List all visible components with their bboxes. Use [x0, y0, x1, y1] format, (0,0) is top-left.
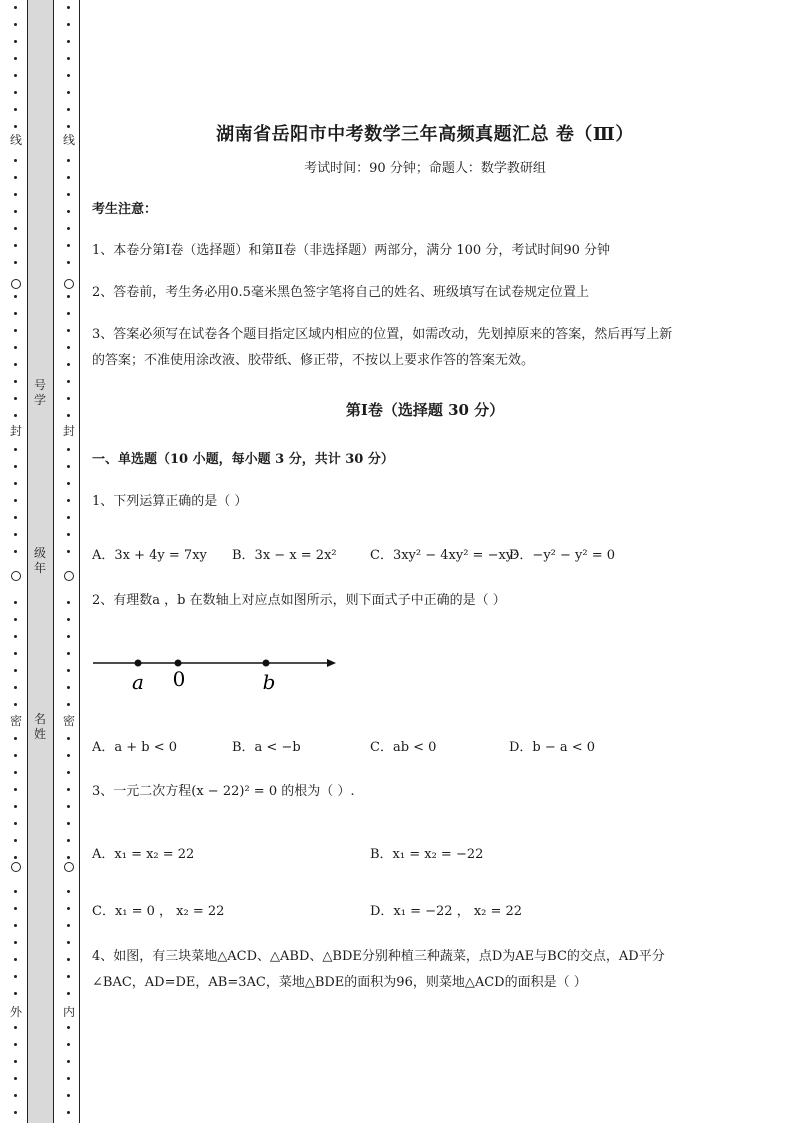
- notice-heading: 考生注意：: [92, 202, 158, 217]
- margin-dot: [67, 805, 70, 808]
- margin-dot: [14, 788, 17, 791]
- margin-dot: [67, 975, 70, 978]
- section-title: 第Ⅰ卷（选择题 30 分）: [345, 401, 505, 419]
- margin-dot: [67, 380, 70, 383]
- margin-dot: [14, 1094, 17, 1097]
- margin-dot: [14, 652, 17, 655]
- margin-dot: [67, 924, 70, 927]
- number-line-arrow: [327, 659, 336, 667]
- student-id-label: 号学: [33, 378, 46, 407]
- margin-dot: [14, 227, 17, 230]
- margin-dot: [67, 1111, 70, 1114]
- margin-dot: [67, 363, 70, 366]
- margin-circle-mark: [11, 279, 21, 289]
- margin-dot: [67, 193, 70, 196]
- margin-dot: [67, 652, 70, 655]
- margin-dot: [14, 57, 17, 60]
- margin-dot: [67, 618, 70, 621]
- margin-dot: [67, 312, 70, 315]
- margin-dot: [14, 771, 17, 774]
- q2-option-c: C．ab < 0: [370, 740, 437, 755]
- margin-dot: [14, 482, 17, 485]
- margin-dot: [67, 890, 70, 893]
- margin-dot: [67, 397, 70, 400]
- margin-dot: [67, 295, 70, 298]
- q3-option-b: B．x₁ = x₂ = −22: [370, 847, 484, 862]
- margin-dot: [14, 74, 17, 77]
- margin-dot: [67, 686, 70, 689]
- margin-dot: [14, 1077, 17, 1080]
- margin-dot: [67, 771, 70, 774]
- q3-stem: 3、一元二次方程(x − 22)² = 0 的根为（ ）.: [92, 784, 355, 799]
- margin-dot: [67, 159, 70, 162]
- margin-circle-mark: [64, 571, 74, 581]
- margin-dot: [14, 125, 17, 128]
- margin-dot: [14, 176, 17, 179]
- margin-dot: [67, 907, 70, 910]
- margin-dot: [14, 1043, 17, 1046]
- margin-dot: [14, 465, 17, 468]
- number-line-figure: [92, 648, 342, 698]
- margin-dot: [14, 40, 17, 43]
- outer-char-wai: 外: [9, 1005, 22, 1019]
- margin-dot: [14, 805, 17, 808]
- margin-dot: [67, 822, 70, 825]
- margin-rule-inner: [79, 0, 80, 1123]
- inner-dotted-line: [65, 0, 73, 1123]
- q2-option-d: D．b − a < 0: [509, 740, 596, 755]
- q2-option-a: A．a + b < 0: [92, 740, 178, 755]
- point-zero: [175, 660, 182, 667]
- margin-dot: [14, 312, 17, 315]
- margin-dot: [14, 159, 17, 162]
- exam-title: 湖南省岳阳市中考数学三年高频真题汇总 卷（Ⅲ）: [216, 124, 634, 145]
- q3-option-c: C．x₁ = 0 ， x₂ = 22: [92, 904, 225, 919]
- margin-dot: [67, 1094, 70, 1097]
- margin-dot: [67, 839, 70, 842]
- margin-dot: [14, 261, 17, 264]
- q1-stem: 1、下列运算正确的是（ ）: [92, 494, 248, 509]
- margin-dot: [14, 6, 17, 9]
- margin-dot: [14, 618, 17, 621]
- margin-dot: [14, 91, 17, 94]
- margin-dot: [67, 703, 70, 706]
- margin-dot: [67, 856, 70, 859]
- margin-dot: [67, 1043, 70, 1046]
- margin-rule-left: [27, 0, 28, 1123]
- margin-dot: [67, 91, 70, 94]
- margin-dot: [14, 992, 17, 995]
- q2-stem: 2、有理数a ，b 在数轴上对应点如图所示，则下面式子中正确的是（ ）: [92, 593, 506, 608]
- margin-dot: [14, 737, 17, 740]
- margin-dot: [14, 601, 17, 604]
- margin-dot: [67, 1026, 70, 1029]
- margin-dot: [67, 23, 70, 26]
- q1-option-a: A．3x + 4y = 7xy: [92, 548, 207, 563]
- outer-char-feng: 封: [9, 424, 22, 438]
- margin-dot: [14, 363, 17, 366]
- grade-label: 级年: [33, 546, 46, 575]
- margin-dot: [14, 890, 17, 893]
- notice-item-3-cont: 的答案；不准使用涂改液、胶带纸、修正带，不按以上要求作答的答案无效。: [92, 353, 535, 368]
- margin-dot: [67, 57, 70, 60]
- notice-item-3: 3、答案必须写在试卷各个题目指定区域内相应的位置，如需改动，先划掉原来的答案，然后再写上新: [92, 327, 673, 342]
- margin-dot: [14, 499, 17, 502]
- margin-dot: [14, 329, 17, 332]
- margin-dot: [67, 499, 70, 502]
- margin-dot: [67, 74, 70, 77]
- q3-option-a: A．x₁ = x₂ = 22: [92, 847, 195, 862]
- margin-dot: [67, 125, 70, 128]
- margin-dot: [14, 822, 17, 825]
- exam-subtitle: 考试时间：90 分钟；命题人：数学教研组: [304, 161, 546, 176]
- margin-circle-mark: [64, 862, 74, 872]
- notice-item-1: 1、本卷分第Ⅰ卷（选择题）和第Ⅱ卷（非选择题）两部分，满分 100 分，考试时间90 分钟: [92, 243, 610, 258]
- point-b: [263, 660, 270, 667]
- margin-dot: [67, 1077, 70, 1080]
- margin-dot: [14, 108, 17, 111]
- label-zero: 0: [172, 667, 186, 691]
- label-b: b: [262, 670, 276, 694]
- margin-dot: [67, 516, 70, 519]
- margin-dot: [14, 754, 17, 757]
- margin-dot: [14, 193, 17, 196]
- margin-dot: [14, 958, 17, 961]
- margin-dot: [14, 295, 17, 298]
- margin-dot: [67, 414, 70, 417]
- margin-dot: [14, 516, 17, 519]
- margin-dot: [14, 856, 17, 859]
- margin-dot: [14, 975, 17, 978]
- q1-option-b: B．3x − x = 2x²: [232, 548, 337, 563]
- inner-char-feng: 封: [62, 424, 75, 438]
- inner-char-xian: 线: [62, 133, 75, 147]
- q2-option-b: B．a < −b: [232, 740, 301, 755]
- margin-dot: [67, 244, 70, 247]
- margin-dot: [14, 244, 17, 247]
- margin-dot: [67, 754, 70, 757]
- margin-dot: [67, 6, 70, 9]
- part-heading: 一、单选题（10 小题，每小题 3 分，共计 30 分）: [92, 452, 394, 467]
- margin-dot: [14, 414, 17, 417]
- margin-dot: [14, 669, 17, 672]
- margin-dot: [14, 346, 17, 349]
- margin-dot: [14, 635, 17, 638]
- margin-dot: [67, 40, 70, 43]
- margin-dot: [14, 1111, 17, 1114]
- margin-dot: [67, 448, 70, 451]
- q3-option-d: D．x₁ = −22 ， x₂ = 22: [370, 904, 523, 919]
- margin-dot: [14, 1026, 17, 1029]
- margin-dot: [67, 601, 70, 604]
- margin-circle-mark: [64, 279, 74, 289]
- label-a: a: [132, 670, 144, 694]
- inner-char-nei: 内: [62, 1005, 75, 1019]
- margin-dot: [14, 839, 17, 842]
- margin-dot: [14, 380, 17, 383]
- margin-dot: [14, 686, 17, 689]
- margin-dot: [67, 992, 70, 995]
- margin-dot: [14, 907, 17, 910]
- q4-line-2: ∠BAC，AD=DE，AB=3AC，菜地△BDE的面积为96，则菜地△ACD的面积是（ ）: [92, 975, 587, 990]
- margin-dot: [14, 550, 17, 553]
- margin-dot: [14, 23, 17, 26]
- margin-dot: [14, 210, 17, 213]
- number-line-svg: [92, 648, 342, 698]
- margin-circle-mark: [11, 571, 21, 581]
- margin-dot: [67, 227, 70, 230]
- margin-dot: [14, 397, 17, 400]
- margin-dot: [67, 941, 70, 944]
- margin-dot: [14, 533, 17, 536]
- point-a: [135, 660, 142, 667]
- margin-dot: [67, 533, 70, 536]
- margin-dot: [14, 941, 17, 944]
- q1-option-d: D．−y² − y² = 0: [509, 548, 616, 563]
- margin-dot: [67, 176, 70, 179]
- margin-dot: [67, 261, 70, 264]
- margin-dot: [67, 210, 70, 213]
- margin-dot: [14, 924, 17, 927]
- margin-dot: [67, 346, 70, 349]
- margin-dot: [14, 448, 17, 451]
- margin-circle-mark: [11, 862, 21, 872]
- outer-dotted-line: [12, 0, 20, 1123]
- margin-rule-right: [53, 0, 54, 1123]
- outer-char-xian: 线: [9, 133, 22, 147]
- notice-item-2: 2、答卷前，考生务必用0.5毫米黑色签字笔将自己的姓名、班级填写在试卷规定位置上: [92, 285, 589, 300]
- inner-char-mi: 密: [62, 714, 75, 728]
- margin-dot: [67, 635, 70, 638]
- name-label: 名姓: [33, 712, 46, 741]
- outer-char-mi: 密: [9, 714, 22, 728]
- margin-dot: [67, 550, 70, 553]
- q4-line-1: 4、如图，有三块菜地△ACD、△ABD、△BDE分别种植三种蔬菜，点D为AE与BC的交点，AD平分: [92, 949, 665, 964]
- margin-dot: [14, 1060, 17, 1063]
- margin-dot: [67, 737, 70, 740]
- margin-dot: [14, 703, 17, 706]
- margin-dot: [67, 465, 70, 468]
- margin-dot: [67, 669, 70, 672]
- margin-dot: [67, 329, 70, 332]
- margin-dot: [67, 788, 70, 791]
- margin-dot: [67, 482, 70, 485]
- q1-option-c: C．3xy² − 4xy² = −xy²: [370, 548, 519, 563]
- margin-dot: [67, 1060, 70, 1063]
- margin-dot: [67, 108, 70, 111]
- margin-dot: [67, 958, 70, 961]
